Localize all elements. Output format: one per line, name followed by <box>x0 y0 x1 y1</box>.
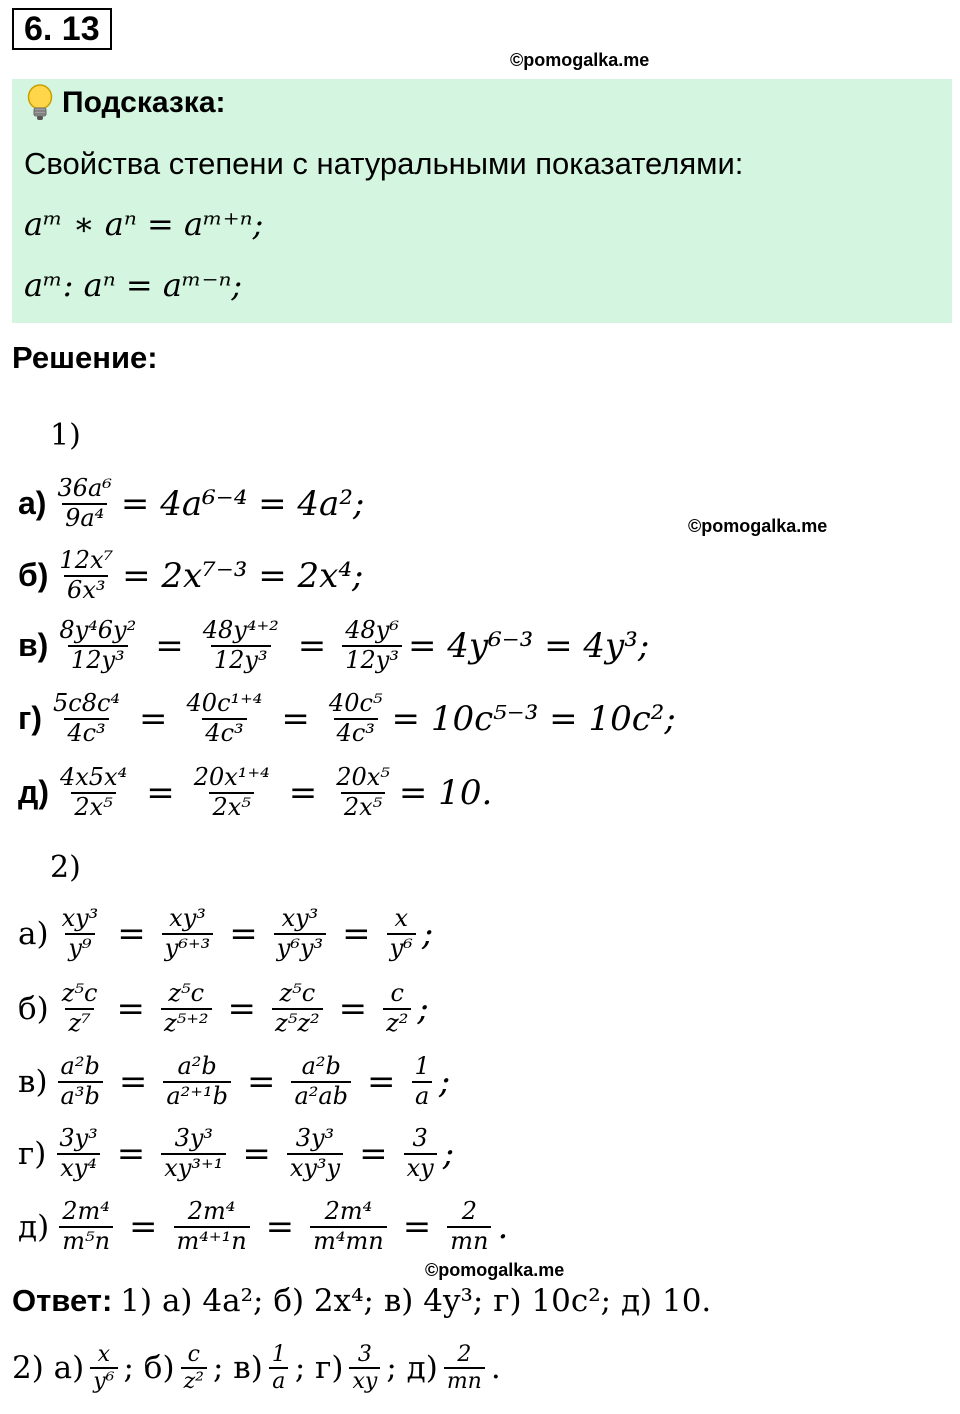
fraction <box>383 980 411 1037</box>
denominator: y⁶y³ <box>274 933 326 963</box>
denominator: a <box>269 1367 288 1394</box>
denominator: y⁶ <box>387 933 416 963</box>
numerator: xy³ <box>61 904 99 932</box>
fraction <box>59 905 102 962</box>
denominator: xy³y <box>287 1153 343 1183</box>
part2-row-a <box>18 905 433 962</box>
row-label: в) <box>18 1063 48 1100</box>
part1-row-d <box>18 690 676 747</box>
numerator: 1 <box>414 1052 430 1080</box>
numerator: 4x5x⁴ <box>59 763 128 791</box>
denominator: z² <box>181 1367 207 1394</box>
equals-sign: = <box>281 698 310 739</box>
answer-label: Ответ: <box>12 1283 113 1318</box>
denominator: 4c³ <box>64 718 108 748</box>
equals-sign: = <box>155 625 184 666</box>
numerator: z⁵c <box>61 979 98 1007</box>
fraction <box>191 764 273 821</box>
problem-number: 6. 13 <box>12 8 112 50</box>
fraction <box>274 905 326 962</box>
fraction <box>90 1342 117 1395</box>
part1-label: 1) <box>50 418 81 453</box>
denominator: 4c³ <box>334 718 378 748</box>
fraction <box>184 690 266 747</box>
row-end: ; <box>438 1061 451 1102</box>
result-tail: = 4a⁶⁻⁴ = 4a²; <box>120 483 365 524</box>
numerator: 40c¹⁺⁴ <box>186 689 263 717</box>
numerator: 20x⁵ <box>336 763 390 791</box>
row-end: ; <box>417 988 429 1029</box>
numerator: 20x¹⁺⁴ <box>193 763 270 791</box>
numerator: 12x⁷ <box>59 546 114 574</box>
numerator: c <box>390 979 404 1007</box>
row-label: б) <box>18 990 49 1027</box>
denominator: y⁶⁺³ <box>162 933 213 963</box>
answer-sep: ; д) <box>386 1350 438 1387</box>
row-label: г) <box>18 700 42 737</box>
numerator: xy³ <box>169 904 206 932</box>
hint-intro: Свойства степени с натуральными показателями: <box>24 146 744 181</box>
fraction <box>272 980 323 1037</box>
numerator: 3 <box>357 1342 372 1367</box>
numerator: 8y⁴6y² <box>59 616 137 644</box>
watermark-bottom: ©pomogalka.me <box>425 1260 565 1280</box>
denominator: mn <box>444 1367 485 1394</box>
watermark-middle: ©pomogalka.me <box>688 516 828 536</box>
fraction <box>404 1125 437 1182</box>
equals-sign: = <box>402 1206 432 1247</box>
equals-sign: = <box>367 1061 396 1102</box>
answer-line-1 <box>12 1283 711 1319</box>
fraction <box>59 980 101 1037</box>
fraction <box>56 1125 100 1182</box>
denominator: a²⁺¹b <box>163 1081 231 1111</box>
denominator: a²ab <box>291 1081 351 1111</box>
fraction <box>59 1198 113 1255</box>
fraction <box>162 905 213 962</box>
answer-sep: ; б) <box>123 1350 175 1387</box>
fraction <box>161 980 212 1037</box>
lightbulb-icon <box>26 84 54 122</box>
equals-sign: = <box>297 625 327 666</box>
part2-row-e <box>18 1198 508 1255</box>
numerator: 5c8c⁴ <box>52 689 121 717</box>
denominator: xy <box>349 1367 380 1394</box>
numerator: 36a⁶ <box>57 474 112 502</box>
answer-line-2 <box>12 1342 501 1395</box>
numerator: 2 <box>461 1197 477 1225</box>
watermark-top: ©pomogalka.me <box>510 50 650 70</box>
numerator: 2m⁴ <box>62 1197 110 1225</box>
denominator: 6x³ <box>64 575 108 605</box>
fraction <box>387 905 416 962</box>
fraction <box>50 690 123 747</box>
numerator: a²b <box>60 1052 100 1080</box>
numerator: a²b <box>301 1052 341 1080</box>
numerator: 2m⁴ <box>187 1197 236 1225</box>
fraction <box>269 1342 289 1395</box>
denominator: m⁴mn <box>310 1226 387 1256</box>
equals-sign: = <box>246 1061 276 1102</box>
part2-label: 2) <box>50 850 81 885</box>
denominator: m⁵n <box>59 1226 113 1256</box>
numerator: 48y⁶ <box>345 616 399 644</box>
fraction <box>58 1053 103 1110</box>
denominator: xy <box>404 1153 437 1183</box>
equals-sign: = <box>359 1133 388 1174</box>
part2-row-c <box>18 1053 450 1110</box>
answer-part2-prefix: 2) а) <box>12 1350 85 1387</box>
row-label: д) <box>18 774 49 811</box>
row-label: б) <box>18 557 49 594</box>
equals-sign: = <box>116 1133 146 1174</box>
hint-rule-quotient: aᵐ: aⁿ = aᵐ⁻ⁿ; <box>24 266 243 304</box>
equals-sign: = <box>265 1206 295 1247</box>
result-tail: = 4y⁶⁻³ = 4y³; <box>407 625 650 666</box>
numerator: 48y⁴⁺² <box>202 616 279 644</box>
numerator: 3y³ <box>295 1124 335 1152</box>
hint-title-text: Подсказка: <box>62 86 226 119</box>
equals-sign: = <box>242 1133 271 1174</box>
denominator: z² <box>383 1008 411 1038</box>
denominator: 4c³ <box>202 718 246 748</box>
numerator: 2m⁴ <box>324 1197 373 1225</box>
numerator: 3y³ <box>174 1124 214 1152</box>
answer-end: . <box>490 1350 501 1387</box>
fraction <box>412 1053 433 1110</box>
fraction <box>161 1125 226 1182</box>
equals-sign: = <box>342 913 371 954</box>
fraction <box>349 1342 380 1395</box>
fraction <box>444 1342 485 1395</box>
answer-sep: ; в) <box>212 1350 263 1387</box>
fraction <box>174 1198 250 1255</box>
denominator: xy³⁺¹ <box>161 1153 226 1183</box>
row-label: г) <box>18 1135 47 1172</box>
hint-rule-product: aᵐ ∗ aⁿ = aᵐ⁺ⁿ; <box>24 205 264 243</box>
denominator: 9a⁴ <box>62 503 107 533</box>
numerator: a²b <box>177 1052 217 1080</box>
fraction <box>342 617 402 674</box>
equals-sign: = <box>116 988 145 1029</box>
denominator: 2x⁵ <box>209 792 253 822</box>
denominator: mn <box>447 1226 491 1256</box>
row-label: а) <box>18 485 47 522</box>
denominator: z⁵⁺² <box>161 1008 212 1038</box>
equals-sign: = <box>117 913 146 954</box>
denominator: a <box>412 1081 432 1111</box>
numerator: c <box>187 1342 200 1367</box>
numerator: 40c⁵ <box>328 689 383 717</box>
part1-row-b <box>18 547 363 604</box>
numerator: 3y³ <box>59 1124 98 1152</box>
fraction <box>163 1053 231 1110</box>
equals-sign: = <box>288 772 318 813</box>
denominator: 2x⁵ <box>341 792 385 822</box>
numerator: 3 <box>412 1124 428 1152</box>
numerator: 2 <box>457 1342 472 1367</box>
fraction <box>326 690 386 747</box>
part1-row-a <box>18 475 364 532</box>
fraction <box>200 617 282 674</box>
hint-title <box>26 84 226 122</box>
denominator: 12y³ <box>68 645 128 675</box>
denominator: 2x⁵ <box>71 792 115 822</box>
row-end: . <box>497 1206 509 1247</box>
result-tail: = 2x⁷⁻³ = 2x⁴; <box>122 555 364 596</box>
equals-sign: = <box>129 1206 158 1247</box>
fraction <box>57 764 130 821</box>
denominator: z⁵z² <box>272 1008 323 1038</box>
part2-row-d <box>18 1125 454 1182</box>
fraction <box>56 547 116 604</box>
denominator: y⁹ <box>65 933 94 963</box>
solution-label: Решение: <box>12 340 158 375</box>
fraction <box>181 1342 207 1395</box>
part1-row-c <box>18 617 649 674</box>
denominator: xy⁴ <box>57 1153 100 1183</box>
result-tail: = 10c⁵⁻³ = 10c²; <box>391 698 676 739</box>
equals-sign: = <box>227 988 257 1029</box>
part2-row-b <box>18 980 429 1037</box>
fraction <box>291 1053 351 1110</box>
equals-sign: = <box>139 698 168 739</box>
fraction <box>310 1198 387 1255</box>
row-label: в) <box>18 627 49 664</box>
equals-sign: = <box>146 772 175 813</box>
equals-sign: = <box>229 913 258 954</box>
denominator: y⁶ <box>90 1367 117 1394</box>
denominator: 12y³ <box>211 645 271 675</box>
fraction <box>447 1198 491 1255</box>
part1-row-e <box>18 764 492 821</box>
row-end: ; <box>421 913 434 954</box>
result-tail: = 10. <box>398 772 493 813</box>
denominator: a³b <box>58 1081 103 1111</box>
row-end: ; <box>442 1133 455 1174</box>
numerator: x <box>97 1342 111 1367</box>
fraction <box>333 764 393 821</box>
equals-sign: = <box>338 988 368 1029</box>
equals-sign: = <box>118 1061 148 1102</box>
numerator: x <box>394 904 408 932</box>
numerator: z⁵c <box>279 979 316 1007</box>
numerator: z⁵c <box>168 979 205 1007</box>
denominator: 12y³ <box>342 645 402 675</box>
row-label: а) <box>18 915 49 952</box>
numerator: xy³ <box>281 904 319 932</box>
numerator: 1 <box>271 1342 286 1367</box>
answer-part1: 1) а) 4a²; б) 2x⁴; в) 4y³; г) 10c²; д) 10. <box>120 1283 712 1319</box>
denominator: m⁴⁺¹n <box>174 1226 250 1256</box>
row-label: д) <box>18 1208 50 1245</box>
fraction <box>287 1125 343 1182</box>
fraction <box>54 475 114 532</box>
answer-sep: ; г) <box>294 1350 344 1387</box>
fraction <box>56 617 139 674</box>
denominator: z⁷ <box>65 1008 93 1038</box>
